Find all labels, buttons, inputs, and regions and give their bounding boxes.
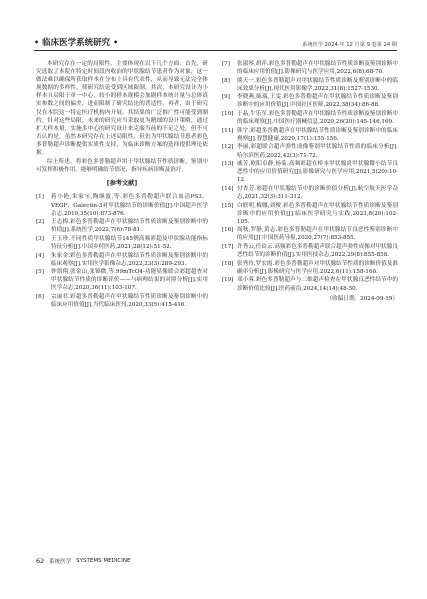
- reference-number: [18]: [222, 260, 234, 267]
- page-number: 62: [36, 557, 45, 565]
- reference-text: 王志梅.彩色多普勒超声在甲状腺结节性质诊断及鉴别诊断中的价值[J].系统医学,2022,7(6):78-81.: [51, 219, 208, 234]
- reference-item: [222, 77, 398, 93]
- reference-item: [36, 218, 208, 234]
- reference-text: 张淑琴,胡萍.彩色多普勒超声在甲状腺结节性质诊断及鉴别诊断中的临床应用价值[J].影像研究与医学应用,2022,6(8):68-70.: [237, 61, 398, 76]
- reference-item: [222, 260, 398, 276]
- reference-item: [222, 127, 398, 143]
- reference-item: [222, 93, 398, 109]
- reference-number: [16]: [222, 227, 234, 234]
- reference-text: 许秀云,任由云.高频彩色多普勒超声联合超声弹性成像对甲状腺良恶性结节的诊断价值[J].实用医技杂志,2022,29(8):855-858.: [237, 244, 398, 259]
- reference-number: [12]: [222, 144, 234, 151]
- reference-text: 邓小蓉.彩色多普勒超声与二维超声检查在甲状腺良恶性结节中的诊断价值比较[J].医药前沿,2024,14(14):48-50.: [237, 277, 398, 292]
- reference-item: [36, 293, 208, 309]
- reference-list-left: [36, 193, 208, 309]
- reference-number: [2]: [36, 219, 44, 226]
- reference-number: [17]: [222, 244, 234, 251]
- received-date: （收稿日期：2024-09-19）: [326, 295, 398, 302]
- reference-text: 朱家金.彩色多普勒超声在甲状腺结节性质诊断及鉴别诊断中的临床观察[J].实用医学影像杂志,2022,23(3):289-293.: [51, 252, 208, 267]
- reference-number: [10]: [222, 111, 234, 118]
- page-header: [34, 32, 397, 51]
- reference-number: [8]: [222, 77, 230, 84]
- body-paragraph: 本研究存在一定的局限性，主要体现在以下几个方面：首先，研究选取了本院在特定时间段内收治的甲状腺结节患者作为对象，这一做法难以确保所获取样本在分布上具有代表性，从而导致无法完全体现数据的多样性，使研究结论受到区域限制。其次，本研究设计为小样本且局限于单一中心，较小的样本规模会加剧样本统计量与总体真实参数之间的偏差，进而限制了研究结论的普适性。再者，由于研究仅在本院这一特定医疗机构内开展，其结果的广泛推广性可能受到制约。针对这些局限，未来的研究应当采取更为精细的设计策略，通过扩大样本量，实施多中心的研究设计来克服当前的不足之处。但不可否认的是，虽然本研究存在上述局限性，但仍为甲状腺结节患者彩色多普勒超声诊断提供实质性支持，为临床诊断方案的选择提供理论依据。: [36, 61, 208, 157]
- reference-item: [222, 160, 398, 184]
- reference-text: 于晶,牛乐军.彩色多普勒超声在甲状腺结节性质诊断及鉴别诊断中的临床观察[J].中国医疗器械信息,2020,26(20):145-146,169.: [237, 111, 398, 126]
- section-label: 临床医学系统研究: [42, 38, 111, 48]
- reference-number: [19]: [222, 277, 234, 284]
- reference-text: 王玉珍.不同性质甲状腺结节145例高频彩超及甲状腺功能指标特征分析[J].中国乡村医药,2021,28(12):51-52.: [51, 235, 208, 250]
- reference-text: 宗丽君.彩超多普勒超声在甲状腺结节性质诊断及鉴别诊断中的临床应用价值[J].当代临床医刊,2020,33(5):415-416.: [51, 294, 208, 309]
- footer-journal-en: SYSTEMS MEDICINE: [76, 558, 131, 564]
- journal-info: 系统医学 2024 年 12 月第 9 卷第 24 期: [302, 42, 397, 48]
- reference-text: 周秋,罗静,黄志.彩色多普勒超声在甲状腺结节良恶性鉴别诊断中的应用[J].中国医药导报,2020,27(7):853-855.: [237, 227, 398, 242]
- reference-number: [3]: [36, 235, 44, 242]
- reference-item: [222, 226, 398, 242]
- bullet-icon: •: [113, 37, 119, 47]
- reference-text: 钟凯翔,张金山,张锦微,等.99mTcO4-功能显像联合彩超超查对甲状腺结节性质的诊断评价——与病理结果的对照分析[J].实用医学杂志,2020,36(11):103-107.: [51, 269, 208, 292]
- reference-text: 张秀玲,罗宏霞.彩色多普勒超声对甲状腺结节性质的诊断价值及准确率分析[J].影像研究与医学应用,2022,6(11):158-160.: [237, 260, 398, 275]
- reference-item: [36, 268, 208, 292]
- reference-number: [4]: [36, 252, 44, 259]
- reference-number: [15]: [222, 202, 234, 209]
- left-column: [36, 60, 208, 310]
- reference-number: [5]: [36, 269, 44, 276]
- footer-journal-cn: 系统医学: [49, 559, 72, 565]
- reference-text: 熊天一.彩色多普勒超声对甲状腺结节性质诊断及鉴别诊断中的临床效果分析[J].现代医用影像学,2022,31(8):1527-1530.: [237, 77, 398, 92]
- reference-text: 李丽.彩超联合超声弹性成像鉴别甲状腺结节性质的临床分析[J].哈尔滨医药,2022,42(3):71-72.: [237, 144, 398, 159]
- reference-text: 蒋小艳,朱家宝,陶继波,等.彩色多普勒超声联合血清PS3、VEGF、Galectin-3对甲状腺结节的诊断价值[J].中国超声医学杂志,2019,35(10):873-876.: [51, 194, 208, 217]
- body-paragraph: 综上所述，将彩色多普勒超声用于甲状腺结节性质诊断，鉴别中可发挥积极作用，能够明确结节情况，指导疾病诊断及治疗。: [36, 159, 208, 174]
- reference-number: [14]: [222, 185, 234, 192]
- reference-item: [36, 235, 208, 251]
- bullet-icon: •: [34, 37, 40, 47]
- reference-item: [36, 252, 208, 268]
- reference-item: [222, 276, 398, 292]
- reference-number: [9]: [222, 94, 230, 101]
- reference-text: 白联明,梅娜,刘俊.彩色多普勒超声在甲状腺结节性质诊断及鉴别诊断中的应用价值[J].临床医学研究与实践,2023,8(20):102-105.: [237, 202, 398, 225]
- reference-item: [222, 60, 398, 76]
- right-column: [222, 60, 398, 303]
- reference-number: [13]: [222, 161, 234, 168]
- reference-item: [222, 110, 398, 126]
- reference-item: [222, 243, 398, 259]
- reference-list-right: [222, 60, 398, 293]
- reference-item: [222, 202, 398, 226]
- reference-text: 韩宇.彩超多普勒超声在甲状腺结节性质诊断及鉴别诊断中的临床观察[J].智慧健康,2020,17(1):155-156.: [237, 127, 398, 142]
- page-footer: [36, 557, 130, 565]
- references-title: [参考文献]: [106, 180, 138, 188]
- reference-number: [1]: [36, 194, 44, 201]
- reference-text: 戚芳,欧阳卓静,杨菊.高频彩超在桥本甲状腺炎甲状腺微小结节良恶性中的应用价值研究[J].影像研究与医学应用,2021,5(20):10-12.: [237, 161, 398, 184]
- reference-text: 李晓燕,陈瑞,王雯.彩色多普勒超声在甲状腺结节性质诊断及鉴别诊断中的应用价值[J].中国社区医师,2022,38(34):86-88.: [237, 94, 398, 109]
- reference-number: [11]: [222, 127, 234, 134]
- reference-item: [222, 143, 398, 159]
- reference-text: 付杏芳.彩超在甲状腺结节中的诊断价值分析[J].航空航天医学杂志,2021,32(3):311-312.: [237, 185, 398, 200]
- section-title: [34, 36, 118, 48]
- reference-number: [7]: [222, 61, 230, 67]
- reference-item: [36, 193, 208, 217]
- reference-item: [222, 185, 398, 201]
- reference-number: [6]: [36, 294, 44, 301]
